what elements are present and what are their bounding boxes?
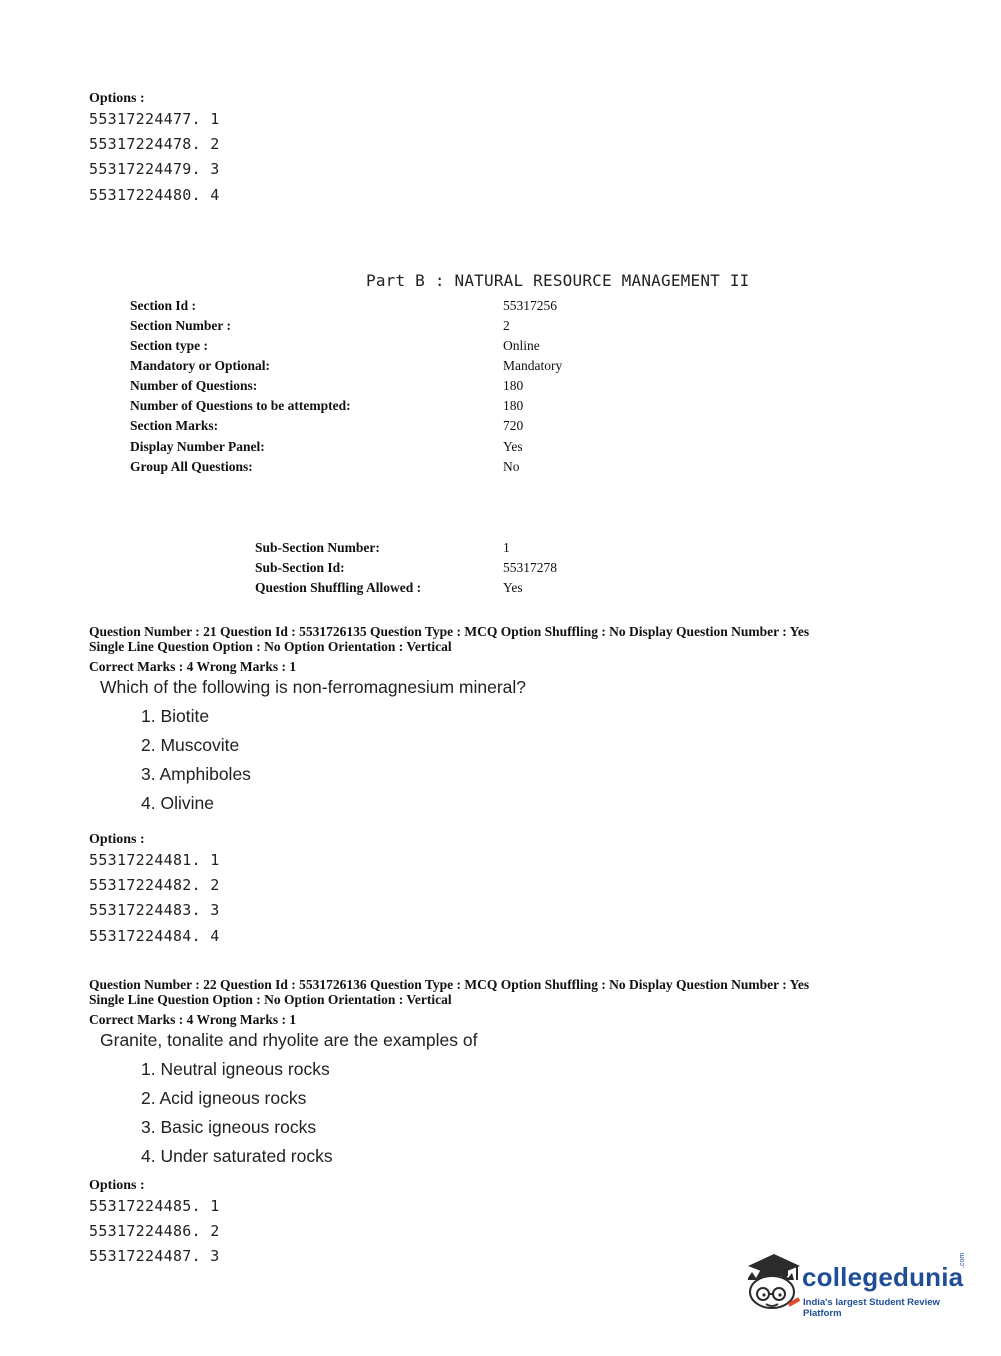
section-type-value: Online <box>503 338 540 353</box>
question-meta-line: Question Number : 21 Question Id : 5531726135 Question Type : MCQ Option Shuffling : No Display Question Number : Yes <box>89 624 810 639</box>
question-meta-line: Single Line Question Option : No Option Orientation : Vertical <box>89 639 452 654</box>
section-marks-label: Section Marks: <box>130 418 219 433</box>
answer-choice: 2. Muscovite <box>141 735 240 755</box>
options-label: Options : <box>89 91 145 106</box>
question-marks: Correct Marks : 4 Wrong Marks : 1 <box>89 1012 297 1027</box>
display-panel-label: Display Number Panel: <box>130 439 265 454</box>
question-marks: Correct Marks : 4 Wrong Marks : 1 <box>89 659 297 674</box>
section-number-value: 2 <box>503 318 510 333</box>
subsection-number-value: 1 <box>503 540 510 555</box>
group-all-label: Group All Questions: <box>130 459 253 474</box>
logo-suffix: .com <box>959 1252 966 1268</box>
mascot-icon <box>742 1250 802 1316</box>
option-line: 55317224484. 4 <box>89 927 220 945</box>
num-attempted-label: Number of Questions to be attempted: <box>130 398 351 413</box>
num-attempted-value: 180 <box>503 398 524 413</box>
section-number-label: Section Number : <box>130 318 231 333</box>
answer-choice: 1. Neutral igneous rocks <box>141 1059 330 1079</box>
mandatory-value: Mandatory <box>503 358 563 373</box>
answer-choice: 4. Olivine <box>141 793 214 813</box>
option-line: 55317224485. 1 <box>89 1197 220 1215</box>
mandatory-label: Mandatory or Optional: <box>130 358 271 373</box>
option-line: 55317224481. 1 <box>89 851 220 869</box>
option-line: 55317224482. 2 <box>89 876 220 894</box>
options-label: Options : <box>89 832 145 847</box>
section-type-label: Section type : <box>130 338 208 353</box>
option-line: 55317224487. 3 <box>89 1247 220 1265</box>
option-line: 55317224480. 4 <box>89 186 220 204</box>
logo-tagline: India's largest Student Review Platform <box>803 1297 940 1319</box>
section-id-label: Section Id : <box>130 298 197 313</box>
answer-choice: 3. Amphiboles <box>141 764 251 784</box>
option-line: 55317224478. 2 <box>89 135 220 153</box>
answer-choice: 2. Acid igneous rocks <box>141 1088 307 1108</box>
option-line: 55317224477. 1 <box>89 110 220 128</box>
option-line: 55317224486. 2 <box>89 1222 220 1240</box>
answer-choice: 3. Basic igneous rocks <box>141 1117 317 1137</box>
shuffling-value: Yes <box>503 580 523 595</box>
option-line: 55317224479. 3 <box>89 160 220 178</box>
subsection-id-value: 55317278 <box>503 560 557 575</box>
section-marks-value: 720 <box>503 418 524 433</box>
num-questions-label: Number of Questions: <box>130 378 258 393</box>
subsection-id-label: Sub-Section Id: <box>255 560 345 575</box>
answer-choice: 4. Under saturated rocks <box>141 1146 333 1166</box>
display-panel-value: Yes <box>503 439 523 454</box>
question-text: Which of the following is non-ferromagnesium mineral? <box>100 677 527 697</box>
section-id-value: 55317256 <box>503 298 557 313</box>
shuffling-label: Question Shuffling Allowed : <box>255 580 422 595</box>
question-meta-line: Question Number : 22 Question Id : 5531726136 Question Type : MCQ Option Shuffling : No Display Question Number : Yes <box>89 977 810 992</box>
answer-choice: 1. Biotite <box>141 706 210 726</box>
options-label: Options : <box>89 1178 145 1193</box>
part-title: Part B : NATURAL RESOURCE MANAGEMENT II <box>366 271 750 290</box>
group-all-value: No <box>503 459 520 474</box>
logo-wordmark: collegedunia <box>802 1262 964 1292</box>
collegedunia-logo <box>742 1250 972 1318</box>
question-meta-line: Single Line Question Option : No Option Orientation : Vertical <box>89 992 452 1007</box>
option-line: 55317224483. 3 <box>89 901 220 919</box>
subsection-number-label: Sub-Section Number: <box>255 540 380 555</box>
num-questions-value: 180 <box>503 378 524 393</box>
question-text: Granite, tonalite and rhyolite are the examples of <box>100 1030 478 1050</box>
